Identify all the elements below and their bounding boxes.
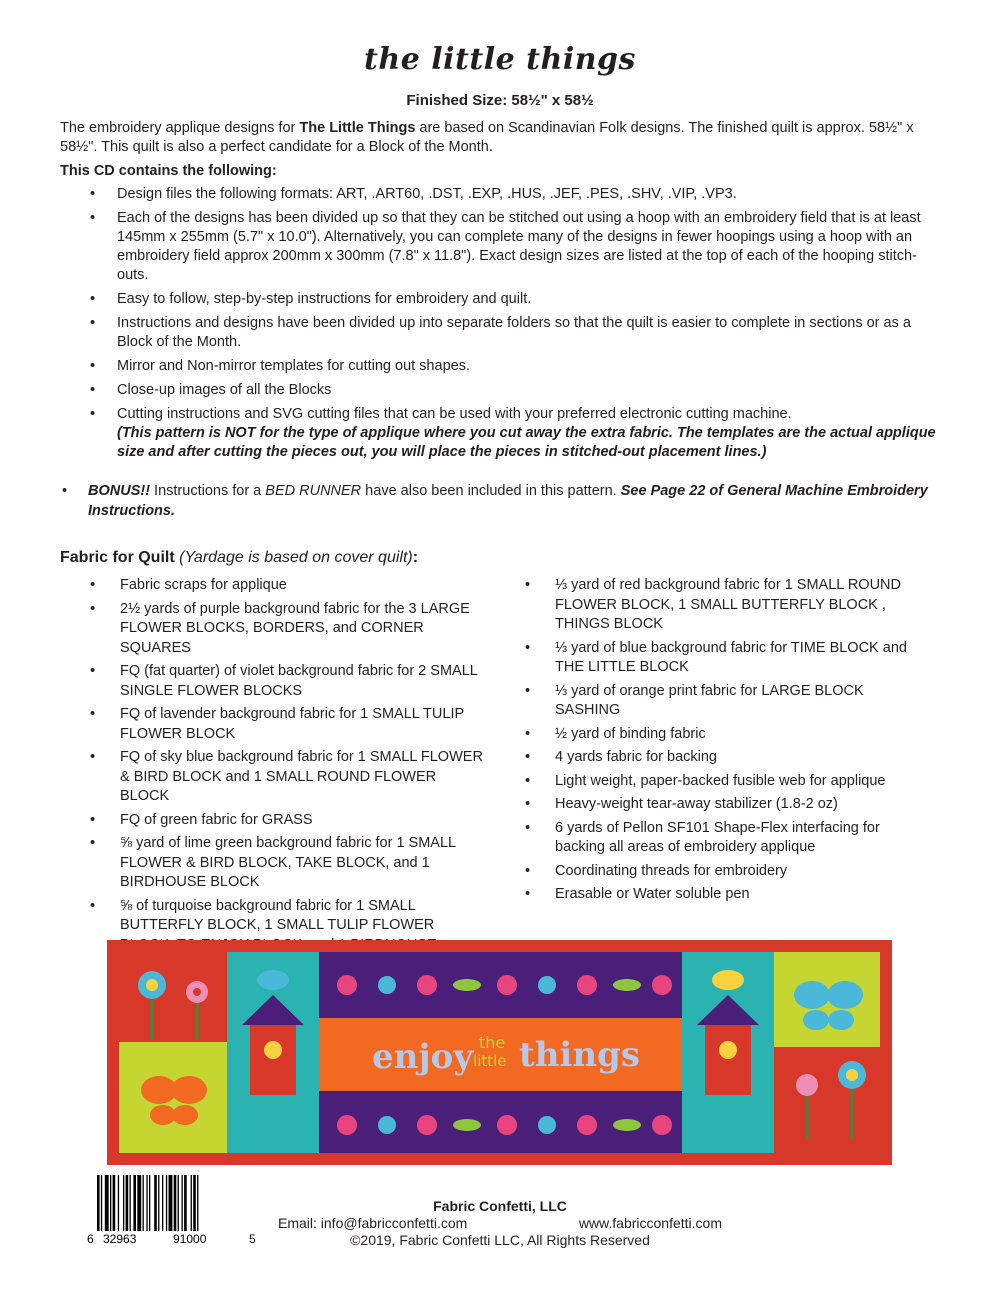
barcode-bar bbox=[178, 1175, 179, 1231]
barcode-bar bbox=[174, 1175, 177, 1231]
list-item-text: ⅓ yard of orange print fabric for LARGE BLOCK SASHING bbox=[555, 682, 864, 718]
list-item bbox=[523, 576, 923, 635]
applique-note: (This pattern is NOT for the type of applique where you cut away the extra fabric. The templates are the actual applique size and after cutting the pieces out, you will place the pieces in stitched-out placement lines.) bbox=[117, 425, 936, 460]
list-item-text: Fabric scraps for applique bbox=[120, 577, 287, 593]
bullet-icon: • bbox=[525, 819, 531, 836]
list-item bbox=[523, 885, 923, 905]
list-item-text: ½ yard of binding fabric bbox=[555, 725, 706, 742]
bullet-icon: • bbox=[525, 682, 531, 699]
quilt-artwork bbox=[107, 940, 892, 1165]
list-item-text: ⅓ yard of red background fabric for 1 SMALL ROUND FLOWER BLOCK, 1 SMALL BUTTERFLY BLOCK , THINGS BLOCK bbox=[555, 577, 902, 632]
footer bbox=[260, 1198, 740, 1249]
barcode-bar bbox=[101, 1175, 102, 1231]
bullet-icon: • bbox=[525, 639, 531, 656]
list-item bbox=[88, 576, 488, 596]
list-item-text: 4 yards fabric for backing bbox=[555, 749, 717, 765]
list-item-text: Design files the following formats: ART, .ART60, .DST, .EXP, .HUS, .JEF, .PES, .SHV, .VIP, .VP3. bbox=[117, 186, 737, 202]
list-item-text: ⅝ yard of lime green background fabric for 1 SMALL FLOWER & BIRD BLOCK, TAKE BLOCK, and 1 BIRDHOUSE BLOCK bbox=[120, 835, 456, 890]
barcode-bar bbox=[143, 1175, 144, 1231]
barcode-digits-3: 91000 bbox=[173, 1232, 207, 1245]
quilt-word-enjoy: enjoy bbox=[372, 1037, 474, 1077]
list-item-text: Instructions and designs have been divided up into separate folders so that the quilt is easier to complete in sections or as a Block of the Month. bbox=[117, 315, 911, 350]
intro-paragraph bbox=[60, 119, 940, 157]
barcode-bar bbox=[137, 1175, 141, 1231]
list-item-text: 2½ yards of purple background fabric for the 3 LARGE FLOWER BLOCKS, BORDERS, and CORNER SQUARES bbox=[120, 600, 470, 656]
barcode-bar bbox=[146, 1175, 147, 1231]
bullet-icon: • bbox=[90, 382, 96, 398]
barcode-bar bbox=[166, 1175, 167, 1231]
barcode-bar bbox=[133, 1175, 136, 1231]
list-item-text: Coordinating threads for embroidery bbox=[555, 862, 788, 879]
bullet-icon: • bbox=[90, 406, 96, 422]
bullet-icon: • bbox=[525, 772, 531, 789]
list-item bbox=[88, 662, 488, 701]
copyright: ©2019, Fabric Confetti LLC, All Rights Reserved bbox=[350, 1232, 650, 1248]
contact-row bbox=[260, 1215, 740, 1232]
list-item bbox=[88, 834, 488, 893]
company-name: Fabric Confetti, LLC bbox=[433, 1198, 567, 1214]
barcode-bar bbox=[123, 1175, 124, 1231]
barcode-bar bbox=[191, 1175, 192, 1231]
list-item bbox=[88, 705, 488, 744]
list-item bbox=[60, 290, 940, 309]
bullet-icon: • bbox=[90, 811, 96, 828]
list-item-text: FQ of lavender background fabric for 1 SMALL TULIP FLOWER BLOCK bbox=[120, 706, 464, 742]
list-item bbox=[60, 209, 940, 285]
list-item bbox=[523, 639, 923, 678]
bullet-icon: • bbox=[62, 483, 68, 499]
list-item bbox=[523, 725, 923, 745]
barcode-digit-4: 5 bbox=[249, 1232, 256, 1245]
barcode-bar bbox=[184, 1175, 187, 1231]
quilt-word-little: little bbox=[473, 1052, 507, 1070]
barcode-bar bbox=[126, 1175, 129, 1231]
bullet-icon: • bbox=[90, 897, 96, 914]
barcode-bar bbox=[97, 1175, 100, 1231]
fabric-list-right bbox=[523, 576, 923, 909]
cd-contents-list bbox=[60, 185, 940, 467]
fabric-heading-colon: : bbox=[412, 549, 419, 566]
barcode-bar bbox=[149, 1175, 150, 1231]
barcode-bar bbox=[197, 1175, 198, 1231]
bullet-icon: • bbox=[90, 835, 96, 851]
list-item bbox=[88, 600, 488, 659]
bonus-label: BONUS!! bbox=[88, 483, 151, 499]
barcode-bar bbox=[110, 1175, 111, 1231]
bullet-icon: • bbox=[90, 706, 96, 722]
fabric-heading bbox=[60, 549, 418, 567]
list-item bbox=[60, 314, 940, 352]
bullet-icon: • bbox=[525, 796, 531, 812]
bullet-icon: • bbox=[525, 886, 531, 902]
page-title: the little things bbox=[364, 42, 636, 77]
bonus-page-reference: See Page 22 of General Machine Embroidery Instructions. bbox=[88, 483, 928, 519]
barcode-bar bbox=[154, 1175, 157, 1231]
list-item bbox=[523, 795, 923, 815]
bullet-icon: • bbox=[90, 577, 96, 593]
barcode-image bbox=[85, 1173, 260, 1245]
list-item bbox=[523, 819, 923, 858]
bullet-icon: • bbox=[90, 600, 96, 617]
bullet-icon: • bbox=[90, 186, 96, 202]
list-item-text: Light weight, paper-backed fusible web for applique bbox=[555, 772, 886, 789]
list-item bbox=[523, 682, 923, 721]
list-item-text: Cutting instructions and SVG cutting files that can be used with your preferred electronic cutting machine. bbox=[117, 406, 792, 422]
list-item-text: FQ of sky blue background fabric for 1 SMALL FLOWER & BIRD BLOCK and 1 SMALL ROUND FLOWER BLOCK bbox=[120, 749, 483, 804]
barcode-bar bbox=[182, 1175, 183, 1231]
bullet-icon: • bbox=[525, 725, 531, 742]
list-item-text: Close-up images of all the Blocks bbox=[117, 382, 332, 398]
barcode-bar bbox=[162, 1175, 163, 1231]
fabric-list-left bbox=[88, 576, 488, 979]
list-item bbox=[60, 405, 940, 462]
barcode-bar bbox=[158, 1175, 159, 1231]
bullet-icon: • bbox=[90, 358, 96, 374]
barcode-bar bbox=[118, 1175, 119, 1231]
bonus-text: Instructions for a bbox=[150, 483, 266, 499]
quilt-word-the: the bbox=[479, 1033, 506, 1052]
email-link[interactable]: Email: info@fabricconfetti.com bbox=[278, 1215, 468, 1231]
barcode-bar bbox=[193, 1175, 196, 1231]
list-item-text: Each of the designs has been divided up so that they can be stitched out using a hoop with an embroidery field that is at least 145mm x 255mm (5.7" x 10.0"). Alternatively, you can complete many of the designs in fewer hoopings using a hoop with an embroidery field approx 200mm x 300mm (7.8" x 11.8"). Exact design sizes are listed at the top of each of the hooping stitch-outs. bbox=[117, 210, 921, 283]
bonus-text: have also been included in this pattern. bbox=[361, 483, 621, 499]
bullet-icon: • bbox=[90, 291, 96, 307]
bullet-icon: • bbox=[90, 749, 96, 765]
barcode-digit-1: 6 bbox=[87, 1232, 94, 1245]
bed-runner-quilt-image bbox=[107, 940, 892, 1165]
barcode-digits-2: 32963 bbox=[103, 1232, 137, 1245]
intro-text-start: The embroidery applique designs for bbox=[60, 120, 300, 136]
list-item-text: ⅓ yard of blue background fabric for TIME BLOCK and THE LITTLE BLOCK bbox=[555, 639, 907, 675]
bullet-icon: • bbox=[90, 210, 96, 226]
cd-contents-heading: This CD contains the following: bbox=[60, 163, 277, 179]
list-item-text: FQ of green fabric for GRASS bbox=[120, 811, 313, 828]
list-item-text: ⅝ of turquoise background fabric for 1 SMALL BUTTERFLY BLOCK, 1 SMALL TULIP FLOWER bbox=[120, 897, 435, 933]
intro-text-end: are based on Scandinavian Folk designs. The finished quilt is approx. 58½" x 58½". This quilt is also a perfect candidate for a Block of the Month. bbox=[60, 120, 914, 155]
list-item-text: FQ (fat quarter) of violet background fabric for 2 SMALL SINGLE FLOWER BLOCKS bbox=[120, 663, 478, 699]
finished-size: Finished Size: 58½" x 58½ bbox=[406, 92, 594, 109]
bullet-icon: • bbox=[525, 577, 531, 593]
list-item bbox=[60, 357, 940, 376]
list-item-text: Easy to follow, step-by-step instructions for embroidery and quilt. bbox=[117, 291, 532, 307]
barcode-bar bbox=[113, 1175, 116, 1231]
list-item bbox=[88, 811, 488, 831]
list-item-text: Heavy-weight tear-away stabilizer (1.8-2 oz) bbox=[555, 796, 838, 812]
fabric-heading-label: Fabric for Quilt bbox=[60, 549, 175, 566]
website-link[interactable]: www.fabricconfetti.com bbox=[578, 1215, 722, 1231]
barcode-bar bbox=[130, 1175, 131, 1231]
list-item bbox=[88, 748, 488, 807]
bed-runner-emphasis: BED RUNNER bbox=[265, 483, 362, 499]
quilt-word-things: things bbox=[519, 1035, 640, 1075]
list-item-text: Mirror and Non-mirror templates for cutting out shapes. bbox=[117, 358, 470, 374]
list-item-text: Erasable or Water soluble pen bbox=[555, 886, 750, 902]
barcode-bar bbox=[169, 1175, 173, 1231]
list-item bbox=[60, 381, 940, 400]
list-item bbox=[60, 185, 940, 204]
barcode-bar bbox=[105, 1175, 109, 1231]
bullet-icon: • bbox=[90, 315, 96, 331]
list-item bbox=[523, 772, 923, 792]
intro-title: The Little Things bbox=[299, 120, 416, 136]
list-item bbox=[523, 748, 923, 768]
list-item bbox=[523, 862, 923, 882]
bullet-icon: • bbox=[90, 663, 96, 679]
list-item-text: 6 yards of Pellon SF101 Shape-Flex interfacing for backing all areas of embroidery applique bbox=[555, 819, 880, 855]
bullet-icon: • bbox=[525, 749, 531, 765]
fabric-heading-note: (Yardage is based on cover quilt) bbox=[174, 549, 413, 566]
bullet-icon: • bbox=[525, 862, 531, 879]
bonus-paragraph bbox=[60, 481, 940, 521]
